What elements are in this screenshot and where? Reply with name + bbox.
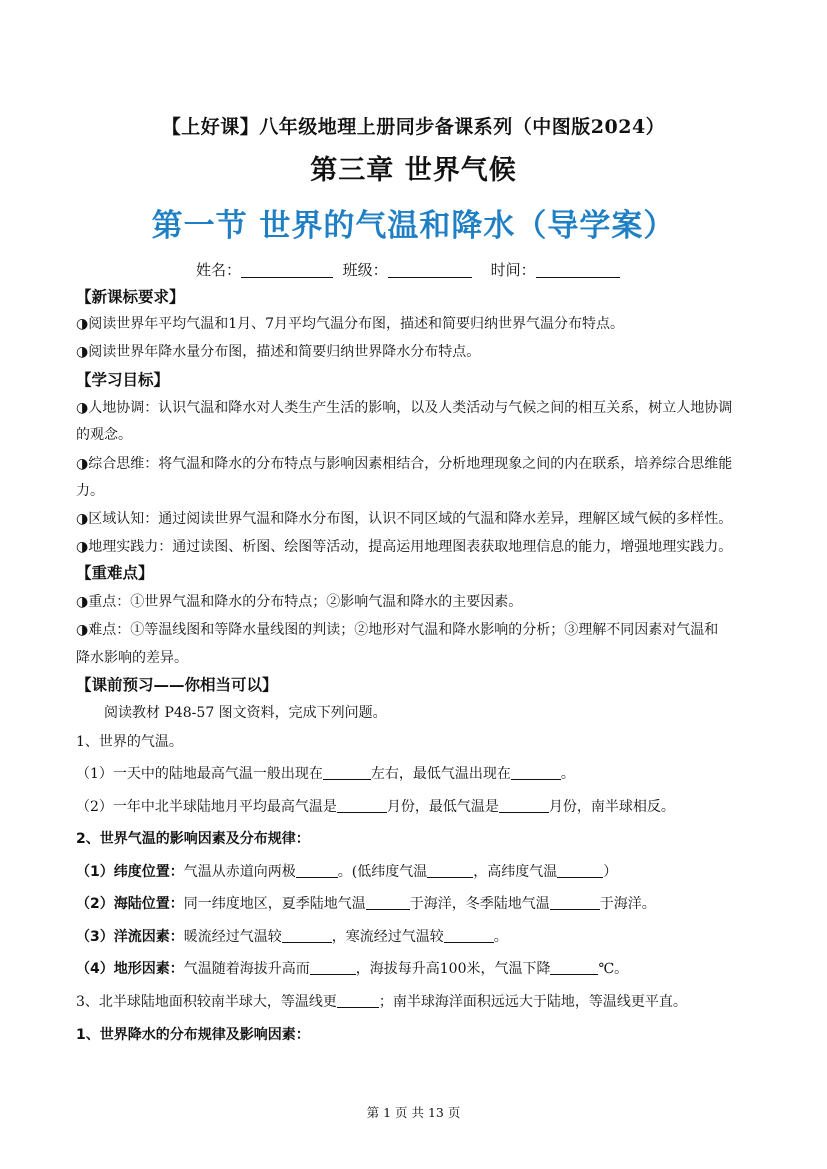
answer-blank[interactable] [282,928,332,943]
answer-blank[interactable] [557,863,603,878]
key-point-line: ◑重点：①世界气温和降水的分布特点；②影响气温和降水的主要因素。 [76,594,523,610]
curriculum-heading: 【新课标要求】 [76,288,185,306]
answer-blank[interactable] [366,895,410,910]
question-3: 3、北半球陆地面积较南半球大，等温线更 ；南半球海洋面积远远大于陆地，等温线更平直。 [76,994,687,1010]
question-2-1: （1）纬度位置：气温从赤道向两极 。(低纬度气温 ，高纬度气温 ） [76,864,618,880]
answer-blank[interactable] [310,960,356,975]
answer-blank[interactable] [499,798,549,813]
series-title: 【上好课】八年级地理上册同步备课系列（中图版2024） [161,116,666,138]
answer-blank[interactable] [337,798,387,813]
preview-intro: 阅读教材 P48-57 图文资料，完成下列问题。 [104,705,387,721]
objective-line: ◑地理实践力：通过读图、析图、绘图等活动，提高运用地理图表获取地理信息的能力，增强地理实践力。 [76,539,733,555]
objective-line: ◑区域认知：通过阅读世界气温和降水分布图，认识不同区域的气温和降水差异，理解区域气候的多样性。 [76,511,733,527]
answer-blank[interactable] [511,765,561,780]
answer-blank[interactable] [427,863,473,878]
question-2-3: （3）洋流因素：暖流经过气温较 ，寒流经过气温较 。 [76,929,508,945]
name-blank[interactable] [241,262,333,278]
answer-blank[interactable] [323,765,371,780]
time-label: 时间： [490,261,536,279]
question-1-1: （1）一天中的陆地最高气温一般出现在 左右，最低气温出现在 。 [76,766,575,782]
answer-blank[interactable] [296,863,338,878]
section-title: 第一节 世界的气温和降水（导学案） [151,208,676,244]
question-1-2: （2）一年中北半球陆地月平均最高气温是 月份，最低气温是 月份，南半球相反。 [76,799,675,815]
page-footer: 第 1 页 共 13 页 [366,1105,461,1120]
question-2-2: （2）海陆位置：同一纬度地区，夏季陆地气温 于海洋，冬季陆地气温 于海洋。 [76,896,656,912]
answer-blank[interactable] [550,960,598,975]
student-info-fields [196,259,620,280]
answer-blank[interactable] [550,895,600,910]
answer-blank[interactable] [337,993,379,1008]
time-blank[interactable] [536,262,620,278]
class-label: 班级： [342,261,388,279]
curriculum-item: ◑阅读世界年平均气温和1月、7月平均气温分布图，描述和简要归纳世界气温分布特点。 [76,316,625,332]
class-blank[interactable] [388,262,472,278]
name-label: 姓名： [196,261,242,279]
objectives-heading: 【学习目标】 [76,371,170,389]
objective-line: ◑综合思维：将气温和降水的分布特点与影响因素相结合，分析地理现象之间的内在联系，培养综合思维能 [76,456,733,472]
objective-line: 的观念。 [76,427,132,443]
question-2-4: （4）地形因素：气温随着海拔升高而 ，海拔每升高100米，气温下降 ℃。 [76,961,629,977]
question-1-title: 1、世界的气温。 [76,734,183,750]
preview-heading: 【课前预习——你相当可以】 [76,676,278,694]
objective-line: 力。 [76,483,104,499]
chapter-title: 第三章 世界气候 [310,155,517,186]
key-point-line: ◑难点：①等温线图和等降水量线图的判读；②地形对气温和降水影响的分析；③理解不同因素对气温和 [76,622,719,638]
objective-line: ◑人地协调：认识气温和降水对人类生产生活的影响，以及人类活动与气候之间的相互关系，树立人地协调 [76,400,733,416]
question-4-title: 1、世界降水的分布规律及影响因素： [76,1027,310,1043]
key-point-line: 降水影响的差异。 [76,650,188,666]
key-points-heading: 【重难点】 [76,564,154,582]
curriculum-item: ◑阅读世界年降水量分布图，描述和简要归纳世界降水分布特点。 [76,344,481,360]
answer-blank[interactable] [444,928,494,943]
question-2-title: 2、世界气温的影响因素及分布规律： [76,831,310,847]
